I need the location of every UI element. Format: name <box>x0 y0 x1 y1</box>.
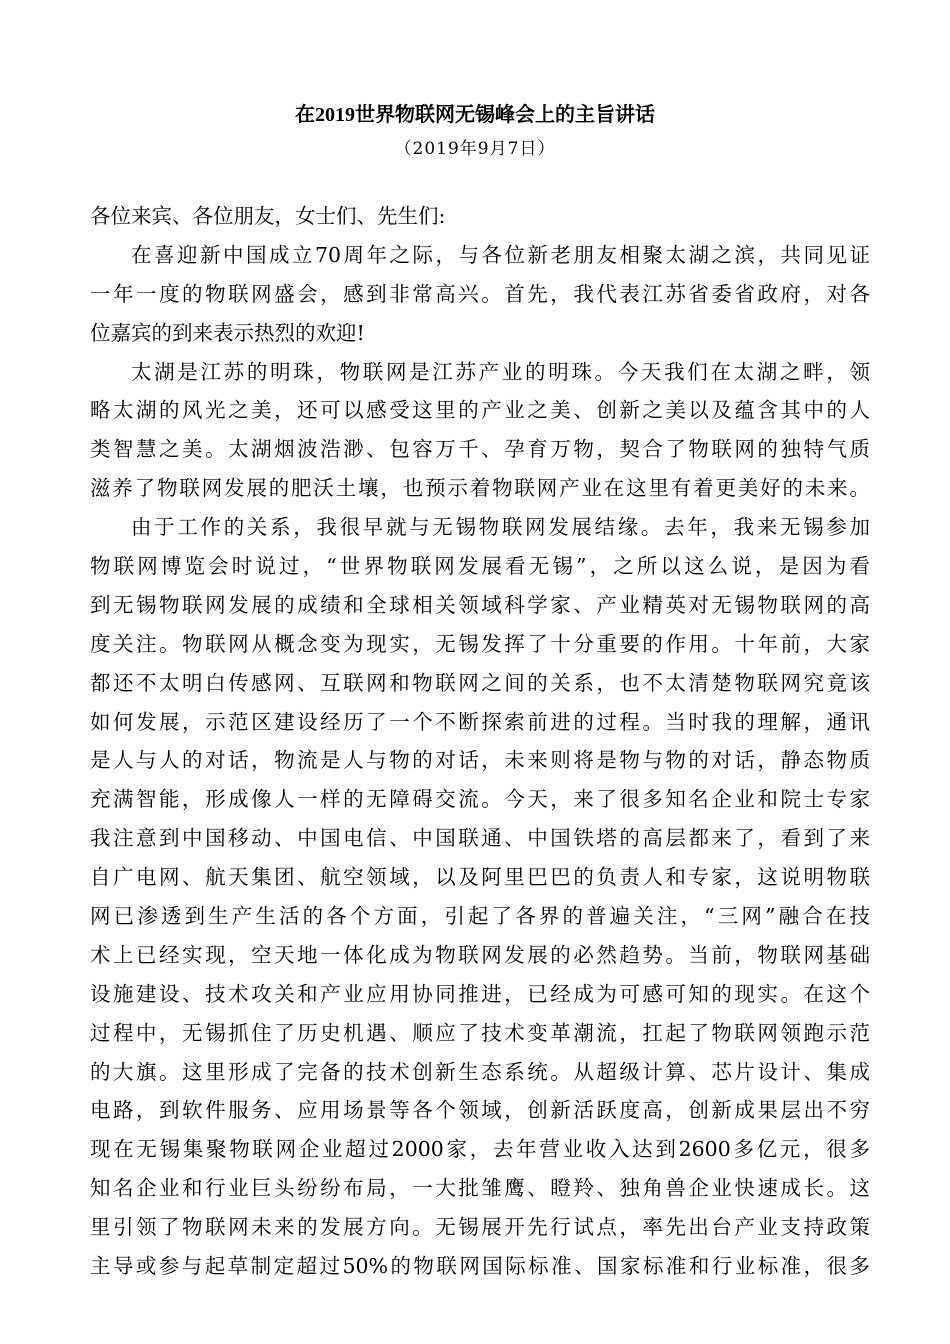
paragraph-line: 术上已经实现，空天地一体化成为物联网发展的必然趋势。当前，物联网基础 <box>90 942 870 967</box>
paragraph-line: 由于工作的关系，我很早就与无锡物联网发展结缘。去年，我来无锡参加 <box>131 515 870 540</box>
paragraph-line: 我注意到中国移动、中国电信、中国联通、中国铁塔的高层都来了，看到了来 <box>90 826 870 851</box>
speech-body <box>90 197 870 1286</box>
paragraph-line: 自广电网、航天集团、航空领域，以及阿里巴巴的负责人和专家，这说明物联 <box>90 865 870 890</box>
paragraph-line: 如何发展，示范区建设经历了一个不断探索前进的过程。当时我的理解，通讯 <box>90 709 870 734</box>
paragraph-line: 度关注。物联网从概念变为现实，无锡发挥了十分重要的作用。十年前，大家 <box>90 631 870 656</box>
paragraph-line: 里引领了物联网未来的发展方向。无锡展开先行试点，率先出台产业支持政策 <box>90 1215 870 1240</box>
paragraph-line: 设施建设、技术攻关和产业应用协同推进，已经成为可感可知的现实。在这个 <box>90 981 870 1006</box>
paragraph-line: 类智慧之美。太湖烟波浩渺、包容万千、孕育万物，契合了物联网的独特气质 <box>90 437 870 462</box>
paragraph-line: 太湖是江苏的明珠，物联网是江苏产业的明珠。今天我们在太湖之畔，领 <box>131 359 870 384</box>
paragraph-line: 到无锡物联网发展的成绩和全球相关领域科学家、产业精英对无锡物联网的高 <box>90 592 870 617</box>
paragraph-line: 位嘉宾的到来表示热烈的欢迎! <box>90 320 365 345</box>
speech-date: （2019年9月7日） <box>394 139 556 159</box>
speech-title: 在2019世界物联网无锡峰会上的主旨讲话 <box>295 104 655 126</box>
paragraph-line: 知名企业和行业巨头纷纷布局，一大批雏鹰、瞪羚、独角兽企业快速成长。这 <box>90 1176 870 1201</box>
paragraph-line: 电路，到软件服务、应用场景等各个领域，创新活跃度高，创新成果层出不穷 <box>90 1098 870 1123</box>
paragraph-line: 现在无锡集聚物联网企业超过2000家，去年营业收入达到2600多亿元，很多 <box>90 1137 870 1162</box>
paragraph-line: 物联网博览会时说过，“世界物联网发展看无锡”，之所以这么说，是因为看 <box>90 554 870 579</box>
paragraph-line: 都还不太明白传感网、互联网和物联网之间的关系，也不太清楚物联网究竟该 <box>90 670 870 695</box>
paragraph-line: 主导或参与起草制定超过50%的物联网国际标准、国家标准和行业标准，很多 <box>90 1254 870 1279</box>
paragraph-line: 一年一度的物联网盛会，感到非常高兴。首先，我代表江苏省委省政府，对各 <box>90 281 870 306</box>
paragraph-line: 在喜迎新中国成立70周年之际，与各位新老朋友相聚太湖之滨，共同见证 <box>131 242 870 267</box>
paragraph-line: 的大旗。这里形成了完备的技术创新生态系统。从超级计算、芯片设计、集成 <box>90 1059 870 1084</box>
salutation: 各位来宾、各位朋友，女士们、先生们: <box>90 204 446 228</box>
paragraph-line: 充满智能，形成像人一样的无障碍交流。今天，来了很多知名企业和院士专家 <box>90 787 870 812</box>
paragraph-line: 是人与人的对话，物流是人与物的对话，未来则将是物与物的对话，静态物质 <box>90 748 870 773</box>
paragraph-line: 网已渗透到生产生活的各个方面，引起了各界的普遍关注，“三网”融合在技 <box>90 904 870 929</box>
paragraph-line: 过程中，无锡抓住了历史机遇、顺应了技术变革潮流，扛起了物联网领跑示范 <box>90 1020 870 1045</box>
paragraph-line: 略太湖的风光之美，还可以感受这里的产业之美、创新之美以及蕴含其中的人 <box>90 398 870 423</box>
paragraph-line: 滋养了物联网发展的肥沃土壤，也预示着物联网产业在这里有着更美好的未来。 <box>90 476 870 501</box>
